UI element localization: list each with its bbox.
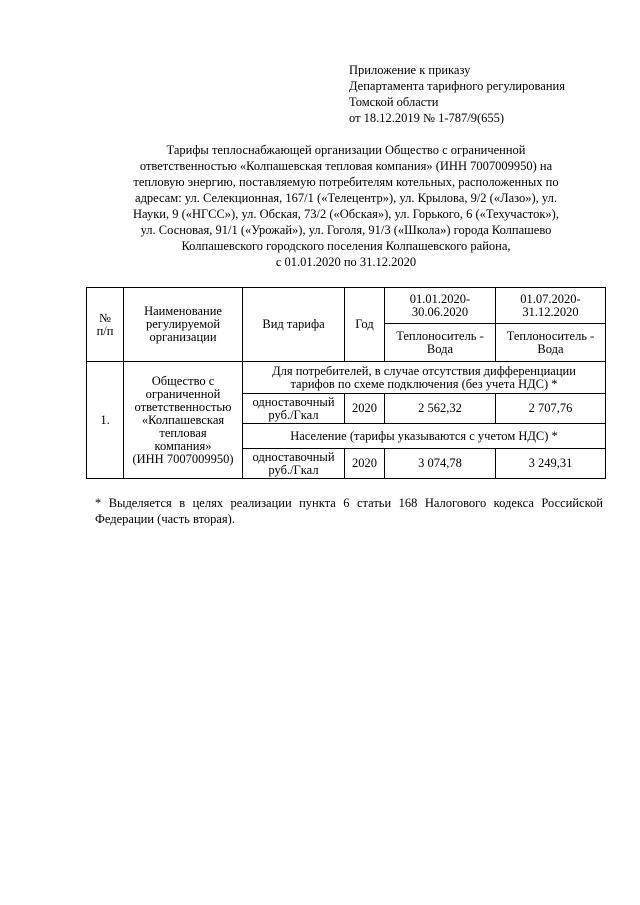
carrier1-line: Вода <box>426 341 454 356</box>
year-header: Год <box>345 288 385 362</box>
row-number: 1. <box>87 362 124 479</box>
org-header-line: организации <box>149 330 217 344</box>
org-name-line: ответственностью <box>134 399 232 414</box>
org-header-line: регулируемой <box>145 317 221 331</box>
tariff-value-cell: 2 707,76 <box>496 394 606 424</box>
carrier1-header <box>385 324 496 362</box>
tariff-value-cell: 3 074,78 <box>385 449 496 479</box>
org-name-line: «Колпашевская <box>141 412 225 427</box>
tariff-type-cell <box>243 449 345 479</box>
section-header-consumers <box>243 362 606 394</box>
period1-line: 01.01.2020- <box>409 291 471 306</box>
num-header <box>87 288 124 362</box>
title-line: Колпашевского городского поселения Колпашевского района, <box>181 239 511 253</box>
period2-line: 01.07.2020- <box>520 291 581 306</box>
appendix-line: Томской области <box>349 95 439 109</box>
org-name-line: Общество с <box>151 373 215 388</box>
title-line: тепловую энергию, поставляемую потребителям котельных, расположенных по <box>133 175 559 189</box>
title-line: ул. Сосновая, 91/1 («Урожай»), ул. Гоголя, 91/3 («Школа») города Колпашево <box>140 223 552 237</box>
footnote: * Выделяется в целях реализации пункта 6 статьи 168 Налогового кодекса Российской Федерации (часть вторая). <box>95 496 603 526</box>
tariff-type-cell <box>243 394 345 424</box>
num-header-line: № <box>99 310 111 325</box>
tariff-value-cell: 3 249,31 <box>496 449 606 479</box>
carrier2-line: Теплоноситель - <box>506 328 595 343</box>
appendix-header <box>349 62 565 126</box>
period2-line: 31.12.2020 <box>522 304 579 319</box>
year-cell: 2020 <box>345 449 385 479</box>
tariff-type-line: руб./Гкал <box>268 462 319 477</box>
document-title <box>80 142 612 270</box>
tariff-value-cell: 2 562,32 <box>385 394 496 424</box>
title-line: Науки, 9 («НГСС»), ул. Обская, 73/2 («Обская»), ул. Горького, 6 («Техучасток»), <box>133 207 559 221</box>
org-header <box>124 288 243 362</box>
tariff-type-line: руб./Гкал <box>268 407 319 422</box>
title-line: ответственностью «Колпашевская тепловая компания» (ИНН 7007009950) на <box>139 159 553 173</box>
tariff-type-line: одноставочный <box>252 394 335 409</box>
title-line: адресам: ул. Селекционная, 167/1 («Телецентр»), ул. Крылова, 9/2 («Лазо»), ул. <box>135 191 557 205</box>
section-header-population: Население (тарифы указываются с учетом НДС) * <box>243 424 606 449</box>
org-header-line: Наименование <box>144 304 222 318</box>
tariff-table <box>86 287 606 479</box>
carrier2-header <box>496 324 606 362</box>
org-name-line: ограниченной <box>145 386 221 401</box>
title-line: с 01.01.2020 по 31.12.2020 <box>275 255 417 269</box>
period1-header <box>385 288 496 324</box>
period2-header <box>496 288 606 324</box>
period1-line: 30.06.2020 <box>411 304 469 319</box>
tariff-type-line: одноставочный <box>252 449 335 464</box>
appendix-line: Департамента тарифного регулирования <box>349 79 565 93</box>
section-line: тарифов по схеме подключения (без учета НДС) * <box>290 376 558 391</box>
appendix-line: от 18.12.2019 № 1-787/9(655) <box>349 111 505 125</box>
org-name-line: тепловая <box>159 425 207 440</box>
org-name-line: компания» <box>154 438 212 453</box>
appendix-line: Приложение к приказу <box>349 63 471 77</box>
org-name-cell <box>124 362 243 479</box>
tariff-type-header: Вид тарифа <box>243 288 345 362</box>
table-row <box>87 362 606 394</box>
year-cell: 2020 <box>345 394 385 424</box>
header-row <box>87 288 606 324</box>
org-name-line: (ИНН 7007009950) <box>132 451 234 466</box>
title-line: Тарифы теплоснабжающей организации Общество с ограниченной <box>166 143 526 157</box>
carrier2-line: Вода <box>537 341 564 356</box>
carrier1-line: Теплоноситель - <box>396 328 484 343</box>
section-line: Для потребителей, в случае отсутствия дифференциации <box>272 363 576 378</box>
num-header-line: п/п <box>96 323 114 338</box>
